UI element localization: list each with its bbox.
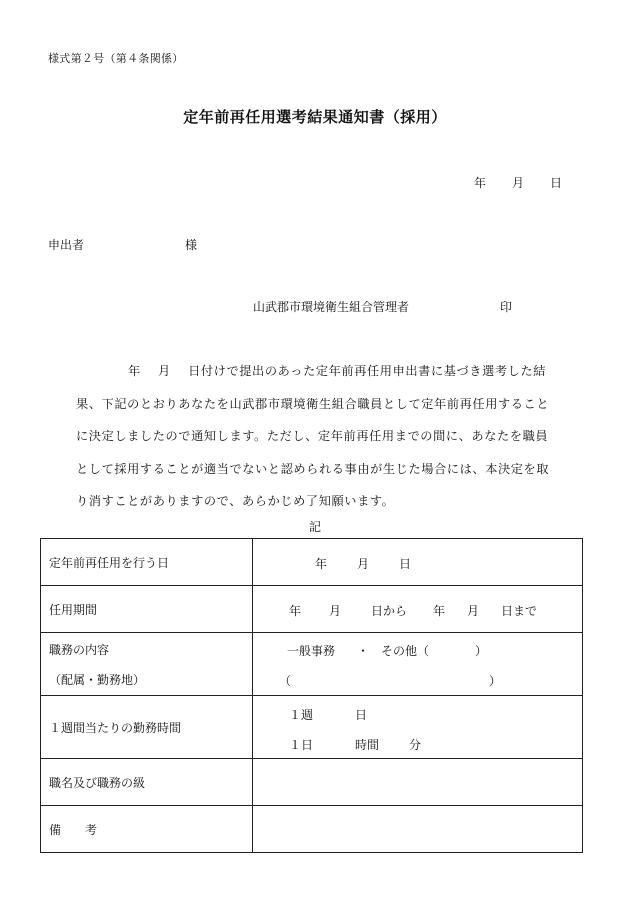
row-label-term: 任用期間 (41, 586, 253, 633)
date-day: 日 (550, 176, 563, 190)
recipient-honorific: 様 (185, 238, 198, 252)
body-line: として採用することが適当でないと認められる事由が生じた場合には、本決定を取 (76, 461, 550, 476)
table-row (41, 586, 583, 633)
body-line: 年 月 日付けで提出のあった定年前再任用申出書に基づき選考した結 (128, 364, 547, 378)
row-value-remarks (253, 806, 583, 853)
row-value-start-date (253, 539, 583, 586)
assignment-close: ） (489, 673, 502, 688)
duty-separator: ・ (357, 643, 370, 658)
table-row (41, 806, 583, 853)
notice-body (76, 355, 586, 518)
duty-other: その他（ (381, 643, 430, 658)
row-value-hours (253, 696, 583, 759)
ki-heading: 記 (308, 520, 321, 534)
document-title: 定年前再任用選考結果通知書（採用） (183, 108, 447, 126)
assignment-open: （ (279, 673, 292, 688)
table-row (41, 759, 583, 806)
issue-date (474, 174, 562, 191)
assignment-label: （配属・勤務地） (49, 673, 146, 687)
row-value-title-grade (253, 759, 583, 806)
hours-days-unit: 日 (355, 708, 368, 722)
term-until: 日まで (501, 604, 538, 618)
recipient-line (48, 236, 198, 253)
start-month: 月 (357, 557, 370, 571)
body-line: 果、下記のとおりあなたを山武郡市環境衛生組合職員として定年前再任用すること (76, 396, 550, 411)
row-label-title-grade: 職名及び職務の級 (41, 759, 253, 806)
table-row (41, 696, 583, 759)
table-row (41, 633, 583, 696)
term-from: 日から (371, 604, 408, 618)
recipient-label: 申出者 (48, 238, 85, 252)
body-line: り消すことがありますので、あらかじめ了知願います。 (76, 494, 395, 508)
hours-minute-unit: 分 (409, 738, 422, 752)
term-year-to: 年 (433, 604, 446, 618)
row-label-start-date: 定年前再任用を行う日 (41, 539, 253, 586)
seal-mark: 印 (500, 300, 513, 314)
details-table (40, 538, 583, 853)
row-value-duties (253, 633, 583, 696)
duty-other-close: ） (475, 643, 488, 658)
term-year-from: 年 (289, 604, 302, 618)
date-month: 月 (512, 176, 525, 190)
term-month-to: 月 (467, 604, 480, 618)
duties-label: 職務の内容 (49, 643, 110, 657)
duty-general-affairs: 一般事務 (287, 643, 336, 658)
date-year: 年 (474, 176, 487, 190)
table-row (41, 539, 583, 586)
issuer-name: 山武郡市環境衛生組合管理者 (253, 300, 410, 314)
hours-week: １週 (289, 708, 314, 722)
row-label-duties (41, 633, 253, 696)
hours-hour-unit: 時間 (355, 738, 380, 752)
body-line: に決定しましたので通知します。ただし、定年前再任用までの間に、あなたを職員 (76, 429, 549, 443)
row-value-term (253, 586, 583, 633)
start-day: 日 (399, 557, 412, 571)
hours-per-day: １日 (289, 738, 314, 752)
start-year: 年 (315, 557, 328, 571)
form-number: 様式第２号（第４条関係） (48, 52, 184, 65)
row-label-remarks: 備 考 (41, 806, 253, 853)
term-month-from: 月 (329, 604, 342, 618)
row-label-hours: １週間当たりの勤務時間 (41, 696, 253, 759)
